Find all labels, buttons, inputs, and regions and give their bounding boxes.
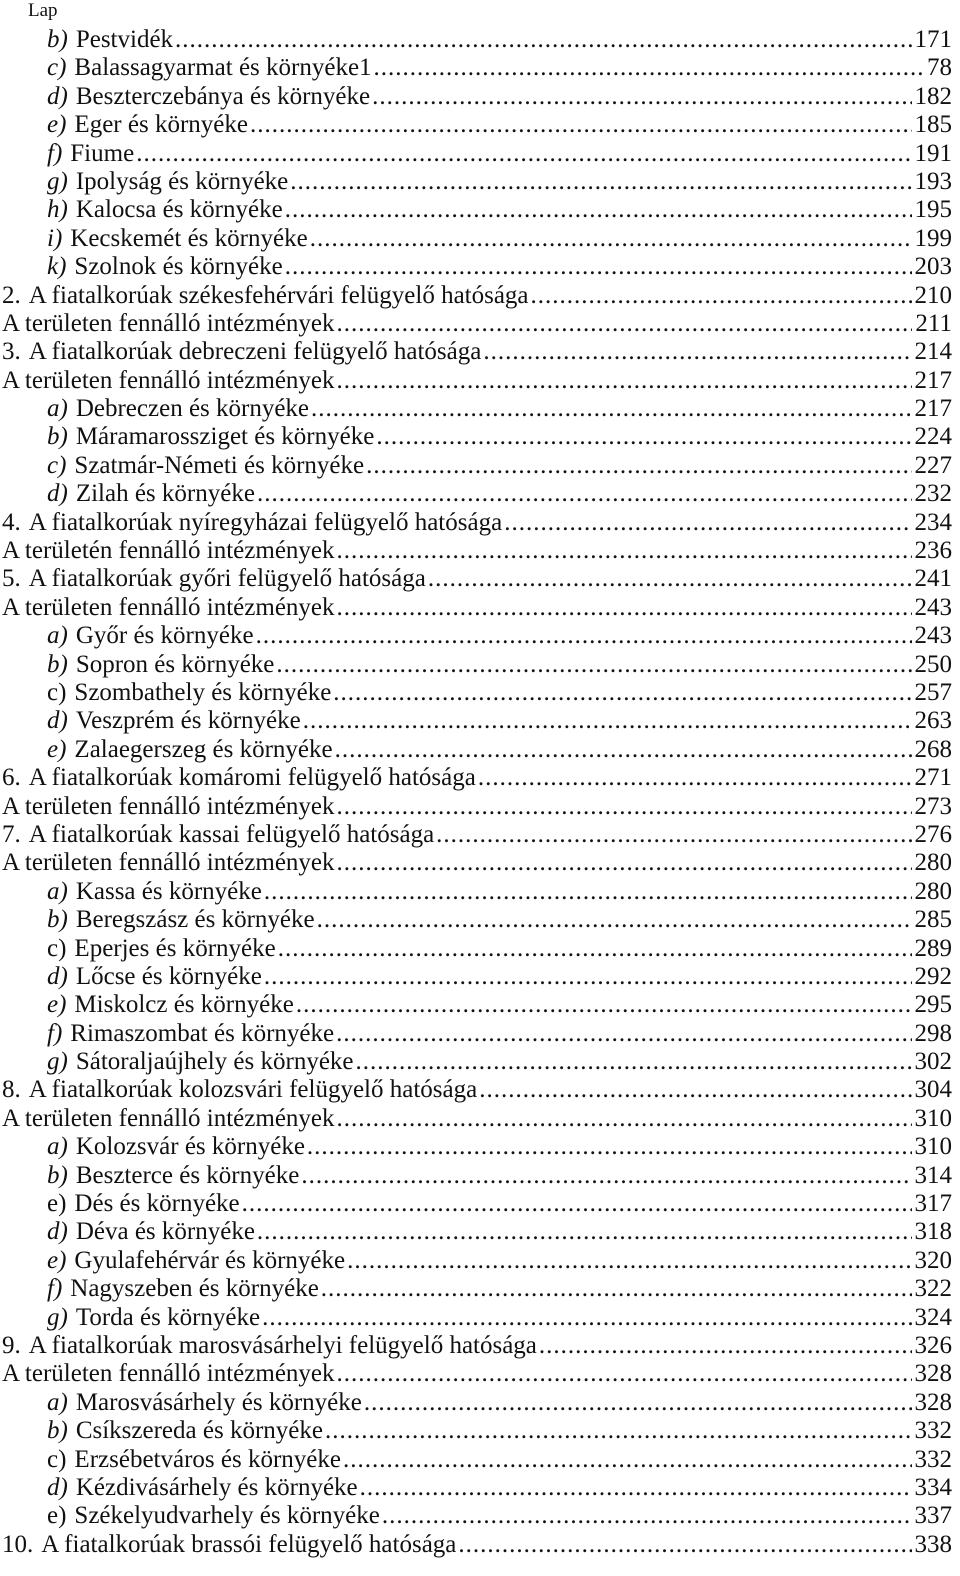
toc-entry-marker: f) xyxy=(47,139,63,167)
toc-entry-title: Szolnok és környéke xyxy=(74,253,283,281)
toc-entry-marker: c) xyxy=(47,678,67,706)
dot-leader xyxy=(343,1446,912,1474)
toc-entry-title: Fiume xyxy=(70,139,135,167)
toc-entry-page-number: 232 xyxy=(914,480,952,508)
toc-entry-marker: 9. xyxy=(2,1331,21,1359)
toc-entry-marker: b) xyxy=(47,906,68,934)
toc-entry-title: A fiatalkorúak kolozsvári felügyelő hatósága xyxy=(28,1076,478,1104)
toc-entry-title: A területen fennálló intézmények xyxy=(2,309,335,337)
dot-leader xyxy=(337,849,912,877)
dot-leader xyxy=(290,168,911,196)
toc-entry-title: A területen fennálló intézmények xyxy=(2,366,335,394)
toc-entry-marker: g) xyxy=(47,1048,68,1076)
toc-entry-title: A területen fennálló intézmények xyxy=(2,1360,335,1388)
dot-leader xyxy=(256,622,912,650)
toc-entry-marker: e) xyxy=(47,735,67,763)
toc-entry-marker: b) xyxy=(47,423,68,451)
dot-leader xyxy=(285,196,912,224)
dot-leader xyxy=(337,594,912,622)
toc-entry-page-number: 241 xyxy=(914,565,952,593)
toc-entry-title: Erzsébetváros és környéke xyxy=(74,1445,341,1473)
toc-entry-title: Kézdivásárhely és környéke xyxy=(75,1473,358,1501)
toc-entry-title: Beszterczebánya és környéke xyxy=(75,82,371,110)
dot-leader xyxy=(325,1417,912,1445)
toc-entry-page-number: 324 xyxy=(914,1303,952,1331)
toc-entry-title: A területen fennálló intézmények xyxy=(2,1104,335,1132)
toc-entry-page-number: 273 xyxy=(914,792,952,820)
toc-entry-page-number: 310 xyxy=(914,1133,952,1161)
dot-leader xyxy=(264,878,912,906)
toc-entry-marker: e) xyxy=(47,111,67,139)
toc-entry-page-number: 332 xyxy=(914,1445,952,1473)
toc-entry xyxy=(0,906,952,934)
toc-entry-page-number: 217 xyxy=(914,366,952,394)
toc-entry xyxy=(0,423,952,451)
toc-entry-marker: b) xyxy=(47,26,68,53)
toc-entry-marker: c) xyxy=(47,934,67,962)
toc-entry xyxy=(0,1076,952,1104)
toc-entry-page-number: 243 xyxy=(914,593,952,621)
dot-leader xyxy=(250,111,912,139)
toc-entry-marker: f) xyxy=(47,1019,63,1047)
dot-leader xyxy=(303,707,912,735)
toc-entry-page-number: 298 xyxy=(914,1019,952,1047)
toc-entry xyxy=(0,622,952,650)
toc-entry-page-number: 236 xyxy=(914,537,952,565)
toc-entry-page-number: 171 xyxy=(914,26,952,53)
toc-entry-page-number: 210 xyxy=(914,281,952,309)
dot-leader xyxy=(307,1133,912,1161)
toc-entry-page-number: 211 xyxy=(915,309,952,337)
dot-leader xyxy=(436,821,911,849)
toc-entry-marker: g) xyxy=(47,167,68,195)
toc-entry-marker: b) xyxy=(47,1417,68,1445)
toc-entry-title: A fiatalkorúak győri felügyelő hatósága xyxy=(28,565,426,593)
toc-entry xyxy=(0,793,952,821)
toc-entry-title: Sopron és környéke xyxy=(75,650,275,678)
toc-entry-marker: e) xyxy=(47,1246,67,1274)
dot-leader xyxy=(337,537,912,565)
toc-entry-page-number: 234 xyxy=(914,508,952,536)
toc-entry-page-number: 263 xyxy=(914,707,952,735)
dot-leader xyxy=(356,1048,912,1076)
toc-entry-title: Kassa és környéke xyxy=(75,877,262,905)
dot-leader xyxy=(483,338,911,366)
dot-leader xyxy=(360,1474,912,1502)
toc-entry xyxy=(0,225,952,253)
dot-leader xyxy=(301,1162,911,1190)
toc-entry xyxy=(0,26,952,54)
toc-entry-marker: a) xyxy=(47,877,68,905)
toc-entry-page-number: 337 xyxy=(914,1502,952,1530)
dot-leader xyxy=(310,225,912,253)
toc-entry-page-number: 271 xyxy=(914,764,952,792)
dot-leader xyxy=(376,423,911,451)
dot-leader xyxy=(296,991,912,1019)
toc-entry xyxy=(0,1247,952,1275)
toc-entry-page-number: 276 xyxy=(914,820,952,848)
toc-entry xyxy=(0,963,952,991)
dot-leader xyxy=(382,1502,912,1530)
dot-leader xyxy=(374,54,924,82)
toc-entry-page-number: 203 xyxy=(914,253,952,281)
toc-entry-marker: c) xyxy=(47,1445,67,1473)
toc-entry-title: Sátoraljaújhely és környéke xyxy=(75,1048,354,1076)
toc-entry-marker: b) xyxy=(47,650,68,678)
toc-entry xyxy=(0,537,952,565)
dot-leader xyxy=(504,509,911,537)
dot-leader xyxy=(285,253,912,281)
toc-entry-title: A területen fennálló intézmények xyxy=(2,849,335,877)
toc-entry-page-number: 257 xyxy=(914,678,952,706)
toc-entry-marker: a) xyxy=(47,622,68,650)
toc-entry xyxy=(0,1304,952,1332)
dot-leader xyxy=(531,282,912,310)
toc-entry-marker: 8. xyxy=(2,1076,21,1104)
toc-entry-title: Beszterce és környéke xyxy=(75,1161,300,1189)
toc-entry-marker: a) xyxy=(47,1133,68,1161)
toc-entry-page-number: 199 xyxy=(914,224,952,252)
toc-entry-page-number: 326 xyxy=(914,1331,952,1359)
toc-entry xyxy=(0,480,952,508)
toc-entry xyxy=(0,594,952,622)
toc-entry xyxy=(0,1162,952,1190)
dot-leader xyxy=(278,935,912,963)
toc-entry-marker: d) xyxy=(47,1473,68,1501)
toc-entry-title: A fiatalkorúak komáromi felügyelő hatósága xyxy=(28,764,476,792)
toc-entry-marker: 6. xyxy=(2,764,21,792)
toc-entry xyxy=(0,1474,952,1502)
toc-entry-page-number: 289 xyxy=(914,934,952,962)
toc-entry xyxy=(0,253,952,281)
toc-entry xyxy=(0,168,952,196)
toc-entry-title: Debreczen és környéke xyxy=(75,395,310,423)
toc-entry xyxy=(0,310,952,338)
dot-leader xyxy=(539,1332,912,1360)
toc-entry xyxy=(0,1020,952,1048)
toc-entry-marker: 5. xyxy=(2,565,21,593)
toc-entry-page-number: 322 xyxy=(914,1275,952,1303)
toc-entry-marker: i) xyxy=(47,224,63,252)
dot-leader xyxy=(257,1218,912,1246)
toc-entry-page-number: 285 xyxy=(914,906,952,934)
toc-entry-title: Rimaszombat és környéke xyxy=(70,1019,335,1047)
dot-leader xyxy=(337,310,913,338)
toc-entry-page-number: 224 xyxy=(914,423,952,451)
toc-entry-title: Máramarossziget és környéke xyxy=(75,423,375,451)
toc-entry-marker: 2. xyxy=(2,281,21,309)
toc-entry-page-number: 217 xyxy=(914,395,952,423)
toc-entry-page-number: 227 xyxy=(914,451,952,479)
toc-entry-page-number: 302 xyxy=(914,1048,952,1076)
dot-leader xyxy=(317,906,912,934)
toc-entry xyxy=(0,764,952,792)
toc-entry xyxy=(0,565,952,593)
toc-entry-page-number: 280 xyxy=(914,849,952,877)
dot-leader xyxy=(478,764,912,792)
toc-entry-page-number: 78 xyxy=(927,54,952,82)
toc-entry-title: Zilah és környéke xyxy=(75,480,255,508)
dot-leader xyxy=(136,140,911,168)
toc-entry-page-number: 250 xyxy=(914,650,952,678)
toc-entry xyxy=(0,991,952,1019)
toc-entry-title: A területen fennálló intézmények xyxy=(2,593,335,621)
toc-entry xyxy=(0,679,952,707)
toc-entry-title: Miskolcz és környéke xyxy=(74,991,294,1019)
toc-entry-title: Kecskemét és környéke xyxy=(70,224,308,252)
toc-entry-title: Szatmár-Németi és környéke xyxy=(74,451,365,479)
toc-entry xyxy=(0,849,952,877)
toc-entry-title: A területen fennálló intézmények xyxy=(2,792,335,820)
toc-entry-title: A fiatalkorúak marosvásárhelyi felügyelő hatósága xyxy=(28,1331,537,1359)
toc-entry xyxy=(0,1275,952,1303)
dot-leader xyxy=(311,395,911,423)
toc-entry-title: Lőcse és környéke xyxy=(75,962,262,990)
toc-entry xyxy=(0,1190,952,1218)
dot-leader xyxy=(276,651,911,679)
dot-leader xyxy=(337,1105,912,1133)
toc-entry xyxy=(0,1502,952,1530)
toc-entry-marker: g) xyxy=(47,1303,68,1331)
dot-leader xyxy=(242,1190,912,1218)
toc-entry-page-number: 195 xyxy=(914,196,952,224)
toc-entry-marker: b) xyxy=(47,1161,68,1189)
toc-entry-marker: 7. xyxy=(2,820,21,848)
toc-entry-page-number: 295 xyxy=(914,991,952,1019)
dot-leader xyxy=(347,1247,911,1275)
toc-entry-title: A fiatalkorúak székesfehérvári felügyelő hatósága xyxy=(28,281,529,309)
toc-entry-marker: c) xyxy=(47,451,67,479)
toc-entry-marker: e) xyxy=(47,1502,67,1530)
toc-entry-page-number: 328 xyxy=(914,1388,952,1416)
toc-entry-marker: h) xyxy=(47,196,68,224)
toc-entry-title: Dés és környéke xyxy=(74,1190,240,1218)
toc-entry-marker: a) xyxy=(47,1388,68,1416)
toc-entry xyxy=(0,338,952,366)
toc-entry xyxy=(0,1218,952,1246)
toc-entry-marker: d) xyxy=(47,480,68,508)
table-of-contents xyxy=(0,26,952,1559)
toc-entry xyxy=(0,1105,952,1133)
dot-leader xyxy=(337,793,912,821)
toc-entry-marker: e) xyxy=(47,1190,67,1218)
toc-entry-title: Székelyudvarhely és környéke xyxy=(74,1502,380,1530)
toc-entry-page-number: 191 xyxy=(914,139,952,167)
toc-entry-title: Gyulafehérvár és környéke xyxy=(74,1246,346,1274)
toc-entry xyxy=(0,83,952,111)
toc-entry-marker: 4. xyxy=(2,508,21,536)
toc-entry-page-number: 214 xyxy=(914,338,952,366)
toc-entry-title: A fiatalkorúak brassói felügyelő hatósága xyxy=(41,1530,457,1558)
toc-entry-title: Veszprém és környéke xyxy=(75,707,301,735)
toc-entry-marker: 10. xyxy=(2,1530,34,1558)
toc-entry-title: Eperjes és környéke xyxy=(74,934,276,962)
toc-entry-page-number: 318 xyxy=(914,1218,952,1246)
toc-entry-title: Marosvásárhely és környéke xyxy=(75,1388,362,1416)
toc-entry xyxy=(0,1332,952,1360)
toc-entry xyxy=(0,111,952,139)
toc-entry-page-number: 317 xyxy=(914,1190,952,1218)
toc-entry xyxy=(0,395,952,423)
toc-entry-title: A fiatalkorúak kassai felügyelő hatósága xyxy=(28,820,435,848)
toc-entry xyxy=(0,509,952,537)
toc-entry-title: Nagyszeben és környéke xyxy=(70,1275,319,1303)
toc-entry-marker: a) xyxy=(47,395,68,423)
toc-entry-marker: d) xyxy=(47,1218,68,1246)
toc-entry xyxy=(0,1446,952,1474)
dot-leader xyxy=(333,679,911,707)
toc-entry xyxy=(0,1133,952,1161)
toc-entry-title: Zalaegerszeg és környéke xyxy=(74,735,333,763)
toc-entry xyxy=(0,707,952,735)
dot-leader xyxy=(337,367,912,395)
dot-leader xyxy=(428,565,912,593)
toc-entry-marker: d) xyxy=(47,707,68,735)
dot-leader xyxy=(364,1389,912,1417)
toc-entry xyxy=(0,821,952,849)
dot-leader xyxy=(458,1531,911,1559)
dot-leader xyxy=(336,1020,911,1048)
toc-entry-marker: e) xyxy=(47,991,67,1019)
toc-entry-page-number: 193 xyxy=(914,167,952,195)
toc-entry-page-number: 292 xyxy=(914,962,952,990)
page-column-label: Lap xyxy=(28,0,58,21)
toc-entry-title: Déva és környéke xyxy=(75,1218,255,1246)
toc-entry-marker: f) xyxy=(47,1275,63,1303)
dot-leader xyxy=(257,480,912,508)
toc-entry xyxy=(0,282,952,310)
toc-entry-page-number: 320 xyxy=(914,1246,952,1274)
dot-leader xyxy=(321,1275,912,1303)
toc-entry xyxy=(0,1360,952,1388)
toc-entry xyxy=(0,1531,952,1559)
toc-entry-marker: k) xyxy=(47,253,67,281)
toc-entry-title: Szombathely és környéke xyxy=(74,678,332,706)
dot-leader xyxy=(262,1304,911,1332)
toc-entry-title: A fiatalkorúak nyíregyházai felügyelő hatósága xyxy=(28,508,503,536)
toc-entry-marker: 3. xyxy=(2,338,21,366)
toc-entry-marker: d) xyxy=(47,962,68,990)
dot-leader xyxy=(337,1360,912,1388)
toc-entry-title: Csíkszereda és környéke xyxy=(75,1417,323,1445)
toc-entry-title: A területén fennálló intézmények xyxy=(2,537,335,565)
toc-entry-page-number: 268 xyxy=(914,735,952,763)
toc-entry xyxy=(0,935,952,963)
dot-leader xyxy=(335,736,912,764)
toc-entry-title: Kolozsvár és környéke xyxy=(75,1133,305,1161)
toc-entry-title: Balassagyarmat és környéke1 xyxy=(74,54,372,82)
toc-entry-page-number: 328 xyxy=(914,1360,952,1388)
toc-entry-title: Győr és környéke xyxy=(75,622,254,650)
toc-entry-title: Beregszász és környéke xyxy=(75,906,315,934)
toc-entry xyxy=(0,452,952,480)
dot-leader xyxy=(264,963,912,991)
toc-entry-page-number: 334 xyxy=(914,1473,952,1501)
toc-entry-page-number: 314 xyxy=(914,1161,952,1189)
dot-leader xyxy=(175,26,911,54)
dot-leader xyxy=(366,452,911,480)
dot-leader xyxy=(479,1076,911,1104)
toc-entry xyxy=(0,1417,952,1445)
toc-entry-page-number: 310 xyxy=(914,1104,952,1132)
toc-entry-marker: d) xyxy=(47,82,68,110)
toc-entry-title: A fiatalkorúak debreczeni felügyelő hatósága xyxy=(28,338,482,366)
toc-entry xyxy=(0,1048,952,1076)
toc-entry xyxy=(0,367,952,395)
toc-entry xyxy=(0,651,952,679)
toc-entry-page-number: 182 xyxy=(914,82,952,110)
dot-leader xyxy=(372,83,911,111)
toc-entry-title: Ipolyság és környéke xyxy=(75,167,289,195)
toc-entry-page-number: 185 xyxy=(914,111,952,139)
toc-entry-page-number: 304 xyxy=(914,1076,952,1104)
toc-entry-page-number: 332 xyxy=(914,1417,952,1445)
toc-entry-title: Kalocsa és környéke xyxy=(75,196,283,224)
toc-entry xyxy=(0,878,952,906)
toc-entry xyxy=(0,140,952,168)
toc-entry-page-number: 280 xyxy=(914,877,952,905)
toc-entry xyxy=(0,196,952,224)
toc-entry-title: Eger és környéke xyxy=(74,111,248,139)
toc-entry-title: Pestvidék xyxy=(75,26,174,53)
toc-entry xyxy=(0,1389,952,1417)
toc-entry-page-number: 338 xyxy=(914,1530,952,1558)
toc-entry-marker: c) xyxy=(47,54,67,82)
toc-entry xyxy=(0,736,952,764)
toc-entry-page-number: 243 xyxy=(914,622,952,650)
toc-entry-title: Torda és környéke xyxy=(75,1303,261,1331)
toc-entry xyxy=(0,54,952,82)
